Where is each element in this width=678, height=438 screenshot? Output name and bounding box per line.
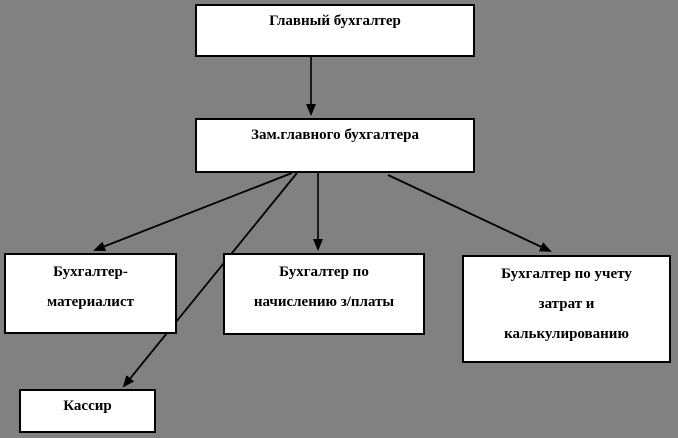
org-node-label-line: начислению з/платы <box>253 294 395 310</box>
org-node-label: Зам.главного бухгалтера <box>251 127 419 143</box>
org-node-label-line: материалист <box>47 294 134 310</box>
org-node-cashier <box>19 389 156 433</box>
org-node-payroll-accountant <box>223 253 425 335</box>
org-node-label-line: Бухгалтер по <box>279 264 369 280</box>
org-node-deputy-chief-accountant <box>195 118 475 173</box>
org-node-label-line: Бухгалтер- <box>53 264 128 280</box>
org-node-label: Главный бухгалтер <box>269 13 401 29</box>
org-node-materials-accountant <box>4 253 177 334</box>
arrow-deputy-to-costs <box>388 175 550 251</box>
org-node-label-line: затрат и <box>538 296 595 312</box>
org-node-label: Кассир <box>63 398 112 414</box>
org-node-cost-accountant <box>462 255 671 363</box>
arrow-deputy-to-materialist <box>95 173 292 250</box>
org-node-chief-accountant <box>195 4 475 57</box>
org-node-label-line: калькулированию <box>504 326 629 342</box>
org-node-label-line: Бухгалтер по учету <box>501 266 632 282</box>
